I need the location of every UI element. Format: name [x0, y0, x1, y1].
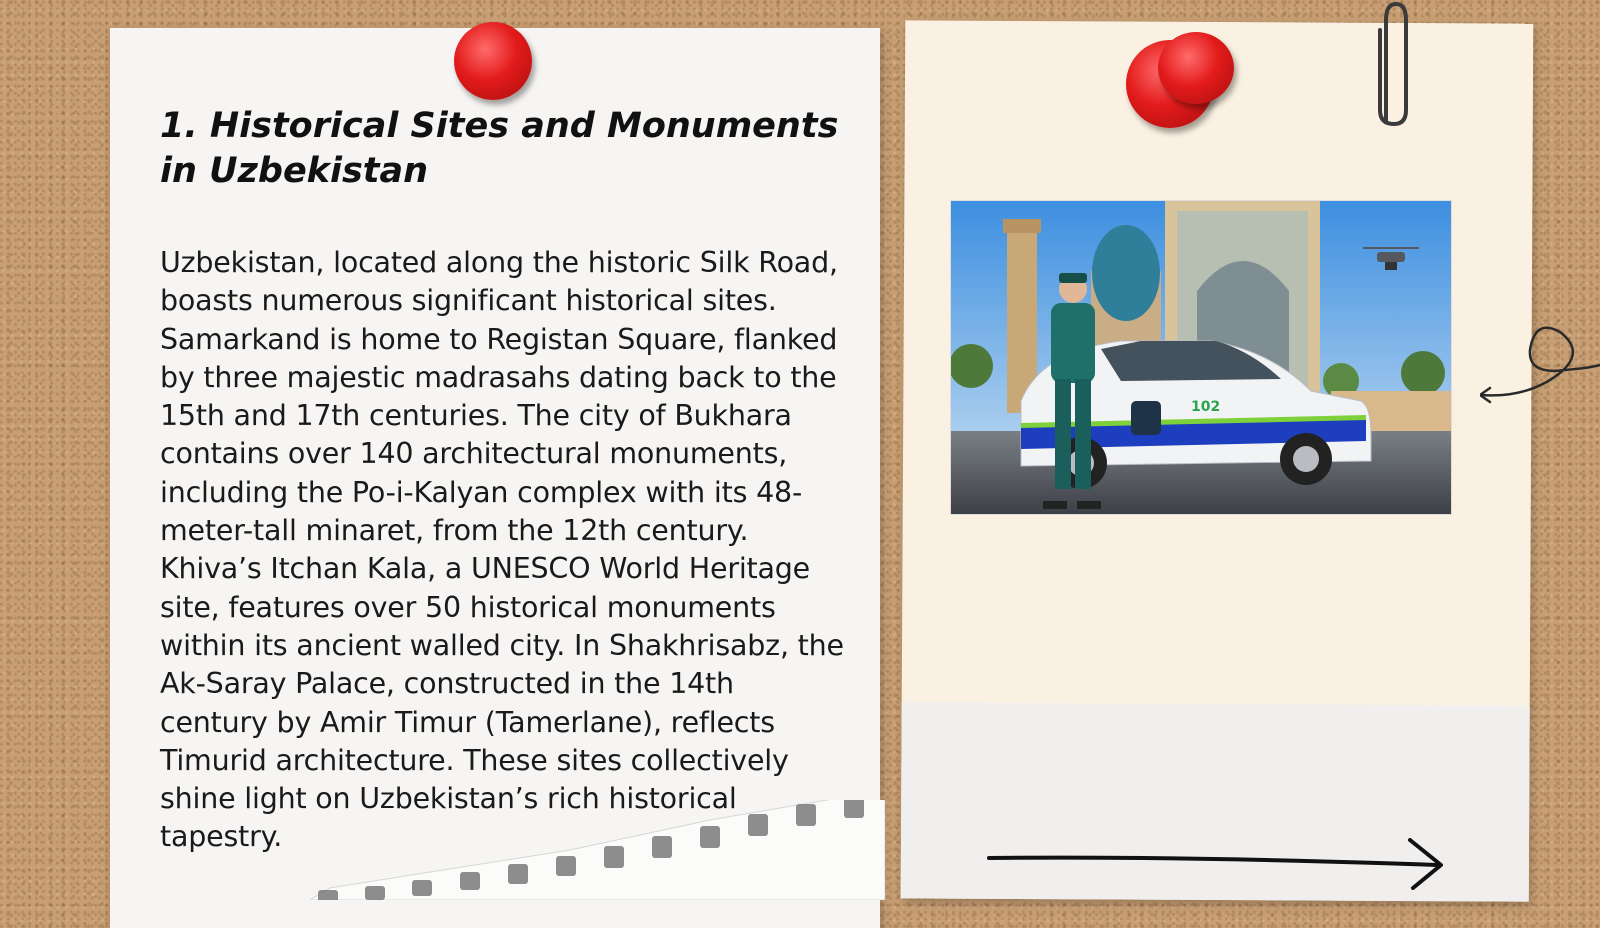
- car-number-label: 102: [1191, 399, 1221, 415]
- long-arrow-right-icon: [985, 830, 1455, 890]
- red-pushpin-icon: [1158, 32, 1234, 104]
- red-pushpin-icon: [454, 22, 532, 100]
- scribble-arrow-icon: [1480, 310, 1600, 410]
- paperclip-icon: [1372, 0, 1412, 130]
- slide-body-text: Uzbekistan, located along the historic Silk Road, boasts numerous significant historical sites. Samarkand is home to Registan Square, flanked by three majestic madrasahs dating back to the 15th and 17th centuries. The city of Bukhara contains over 140 architectural monuments, including the Po-i-Kalyan complex with its 48-meter-tall minaret, from the 12th century. Khiva’s Itchan Kala, a UNESCO World Heritage site, features over 50 historical monuments within its ancient walled city. In Shakhrisabz, the Ak-Saray Palace, constructed in the 14th century by Amir Timur (Tamerlane), reflects Timurid architecture. These sites collectively shine light on Uzbekistan’s rich historical tapestry.: [160, 246, 844, 854]
- torn-paper-strip: [310, 800, 885, 900]
- photo-illustration: [951, 201, 1451, 514]
- police-car-monument-photo: [950, 200, 1452, 515]
- slide-heading: 1. Historical Sites and Monuments in Uzbekistan: [160, 106, 839, 191]
